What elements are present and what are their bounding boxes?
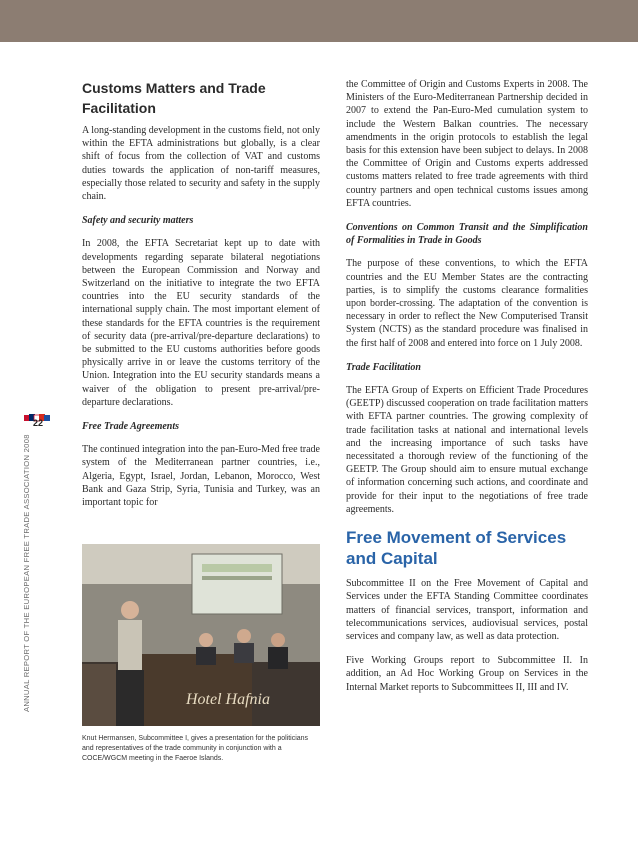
paragraph: Subcommittee II on the Free Movement of Capital and Services under the EFTA Standing Committee coordinates matters of financial services, transport, information and telecommunications services, audiovisual services, postal services and company law, as well as data protection. <box>346 578 588 642</box>
paragraph: The EFTA Group of Experts on Efficient Trade Procedures (GEETP) discussed cooperation on trade facilitation matters with EFTA partner countries. The growing complexity of trade facilitation tasks at national and international levels and the increasing importance of such tasks have necessitated a thorough review of the functioning of the GEETP. The Group should aim to ensure mutual exchange of information concerning such actions, and coordinate and provide for their input to the negotiations of free trade agreements. <box>346 385 588 515</box>
meeting-photo <box>82 544 320 726</box>
paragraph: The continued integration into the pan-Euro-Med free trade system of the Mediterranean partner countries, i.e., Algeria, Egypt, Israel, Jordan, Lebanon, Morocco, West Bank and Gaza Strip, Syria, Tunisia and Turkey, was an important topic for <box>82 444 320 509</box>
paragraph: The purpose of these conventions, to which the EFTA countries and the EU Member States are the contracting parties, is to simplify the customs clearance formalities upon border-crossing. The adaptation of the convention is necessary in order to reflect the New Computerised Transit System (NCTS) as the standard procedure was finalised in the first half of 2008 and entered into force on 1 July 2008. <box>346 258 588 349</box>
hotel-sign-text: Hotel Hafnia <box>186 691 270 708</box>
page-number: 22 <box>32 418 43 428</box>
paragraph: the Committee of Origin and Customs Experts in 2008. The Ministers of the Euro-Mediterranean Partnership decided in 2007 to extend the Pan-Euro-Med cumulation system to include the Western Balkan countries. The necessary amendments in the origin protocols to establish the legal basis for this extension have been subject to delays. In 2008 the Committee of Origin and Customs experts addressed customs matters related to free trade agreements with third country partners and open technical customs issues among EFTA countries. <box>346 79 588 209</box>
photo-caption: Knut Hermansen, Subcommittee I, gives a presentation for the politicians and representatives of the trade community in conjunction with a COCE/WGCM meeting in the Faeroe Islands. <box>82 735 309 762</box>
paragraph: Five Working Groups report to Subcommittee II. In addition, an Ad Hoc Working Group on Services in the Internal Market reports to Subcommittees II, III and IV. <box>346 655 588 693</box>
subheading-transit: Conventions on Common Transit and the Simplification of Formalities in Trade in Goods <box>346 222 588 247</box>
section-heading-services: Free Movement of Services and Capital <box>346 528 567 569</box>
header-bar <box>0 0 638 42</box>
subheading-trade-facilitation: Trade Facilitation <box>346 361 421 373</box>
paragraph: A long-standing development in the customs field, not only within the EFTA administrations but globally, is a clear shift of focus from the collection of VAT and customs duties towards the application of non-tariff measures, especially those related to security and safety in the supply chain. <box>82 125 320 203</box>
left-column <box>82 78 320 520</box>
subheading-fta: Free Trade Agreements <box>82 421 180 433</box>
section-heading-customs: Customs Matters and Trade Facilitation <box>82 80 266 116</box>
paragraph: In 2008, the EFTA Secretariat kept up to date with developments regarding separate bilateral negotiations between the European Commission and Norway and Switzerland on the initiative to integrate the two EFTA countries into the EU security standards of the international supply chain. The most important element of these standards for the EFTA countries is the requirement of security data (pre-arrival/pre-departure declarations) to be submitted to the EU customs authorities before goods physically arrive in or leave the customs territory of the Union. Integration into the EU security standards means a waiver of the obligation to present pre-arrival/pre-departure declarations. <box>82 238 320 408</box>
side-caption: ANNUAL REPORT OF THE EUROPEAN FREE TRADE ASSOCIATION 2008 <box>22 434 31 712</box>
subheading-safety: Safety and security matters <box>82 215 194 227</box>
right-column <box>346 78 588 705</box>
page-number-badge <box>24 410 52 434</box>
